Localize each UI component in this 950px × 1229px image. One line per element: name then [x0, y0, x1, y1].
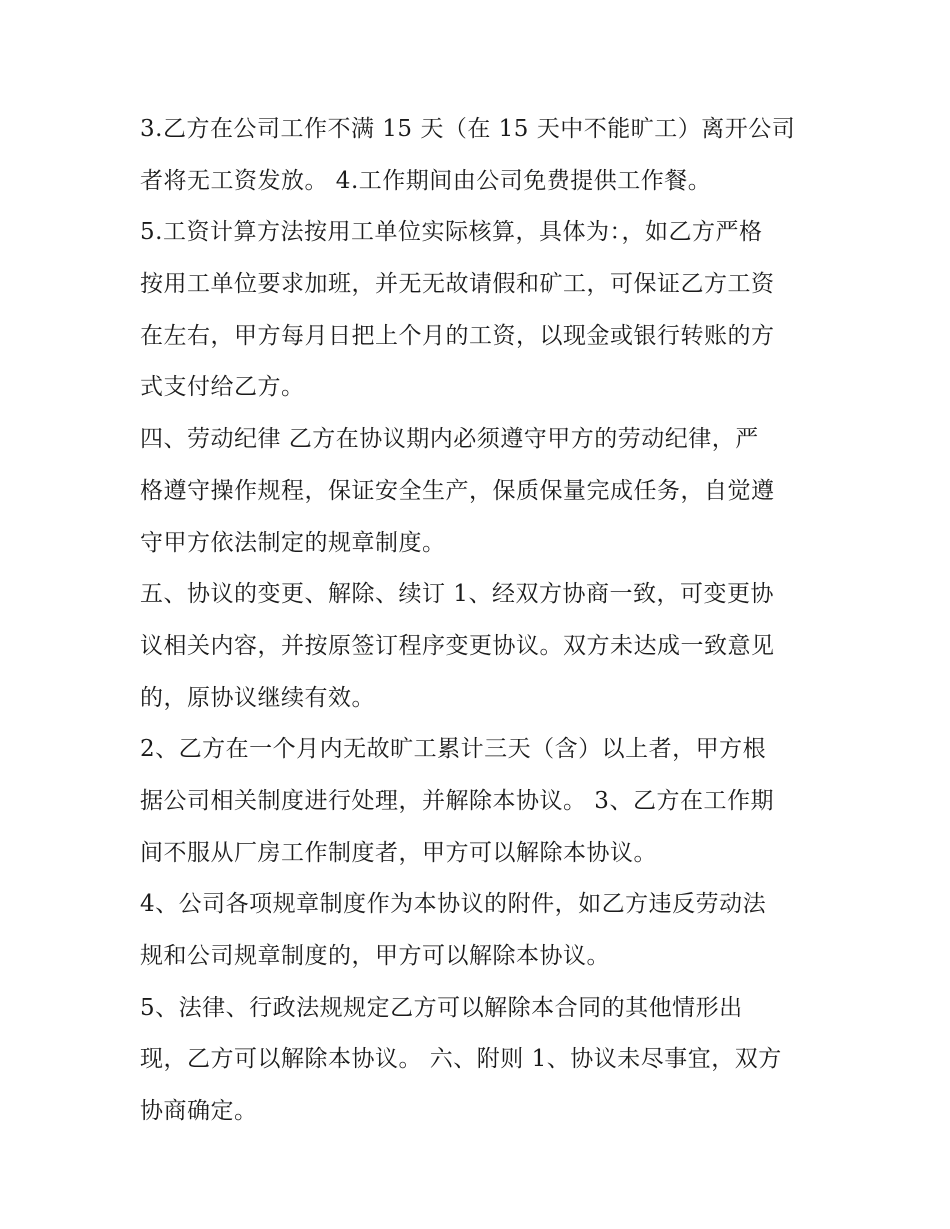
- text-line: 的，原协议继续有效。: [140, 684, 375, 711]
- text-line: 者将无工资发放。 4.工作期间由公司免费提供工作餐。: [140, 167, 712, 194]
- paragraph-company-rules: [140, 879, 830, 982]
- text-line: 2、乙方在一个月内无故旷工累计三天（含）以上者，甲方根: [140, 736, 767, 763]
- paragraph-absence-termination: [140, 724, 830, 879]
- paragraph-wage-calculation: [140, 207, 830, 414]
- paragraph-legal-termination-and-supplementary: [140, 983, 830, 1138]
- document-body: [140, 104, 830, 1138]
- text-line: 在左右，甲方每月日把上个月的工资，以现金或银行转账的方: [140, 322, 775, 349]
- text-line: 间不服从厂房工作制度者，甲方可以解除本协议。: [140, 839, 657, 866]
- text-line: 规和公司规章制度的，甲方可以解除本协议。: [140, 943, 610, 969]
- text-line: 议相关内容，并按原签订程序变更协议。双方未达成一致意见: [140, 632, 775, 659]
- paragraph-wages-leaving: [140, 104, 830, 207]
- text-line: 3.乙方在公司工作不满 15 天（在 15 天中不能旷工）离开公司: [140, 116, 796, 142]
- text-line: 协商确定。: [140, 1098, 258, 1125]
- text-line: 格遵守操作规程，保证安全生产，保质保量完成任务，自觉遵: [140, 477, 775, 504]
- text-line: 守甲方依法制定的规章制度。: [140, 529, 446, 556]
- text-line: 五、协议的变更、解除、续订 1、经双方协商一致，可变更协: [140, 581, 774, 608]
- text-line: 据公司相关制度进行处理，并解除本协议。 3、乙方在工作期: [140, 787, 774, 814]
- text-line: 4、公司各项规章制度作为本协议的附件，如乙方违反劳动法: [140, 891, 767, 918]
- text-line: 5、法律、行政法规规定乙方可以解除本合同的其他情形出: [140, 994, 743, 1021]
- paragraph-labor-discipline: [140, 414, 830, 569]
- paragraph-agreement-changes: [140, 569, 830, 724]
- text-line: 5.工资计算方法按用工单位实际核算，具体为：，如乙方严格: [140, 219, 763, 246]
- text-line: 四、劳动纪律 乙方在协议期内必须遵守甲方的劳动纪律，严: [140, 426, 759, 453]
- text-line: 式支付给乙方。: [140, 374, 305, 401]
- text-line: 按用工单位要求加班，并无无故请假和矿工，可保证乙方工资: [140, 271, 775, 298]
- text-line: 现，乙方可以解除本协议。 六、附则 1、协议未尽事宜，双方: [140, 1046, 782, 1073]
